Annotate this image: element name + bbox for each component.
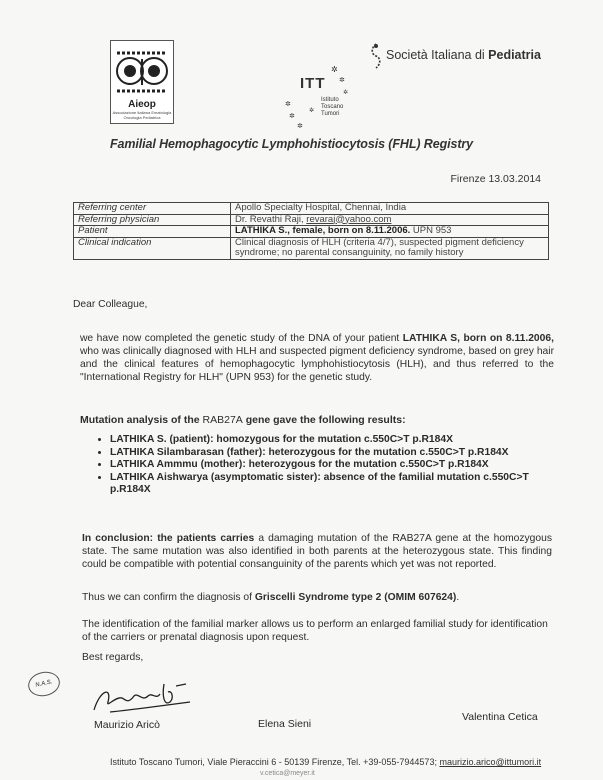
itt-sub-line: Istituto [321,97,339,103]
table-row [74,214,549,226]
signature-scribble-icon [90,676,200,716]
svg-text:✲: ✲ [297,122,303,130]
physician-name: Dr. Revathi Raji, [235,213,307,225]
physician-email-link[interactable]: revaraj@yahoo.com [306,213,392,225]
mutation-results-list [96,434,568,497]
footer-address-text: Istituto Toscano Tumori, Viale Pieraccini 6 - 50139 Firenze, Tel. +39-055-7944573; [110,757,440,767]
signatory-name: Elena Sieni [258,718,312,730]
footer-line2: v.cetica@meyer.it [260,770,315,777]
result-text: : absence of the familial mutation c.550C>T p.R184X [110,471,529,495]
svg-text:✲: ✲ [339,76,345,84]
letter-date: Firenze 13.03.2014 [450,173,541,185]
row-value [231,226,549,238]
confirm-text: Thus we can confirm the diagnosis of [82,592,255,603]
mutation-heading-a: Mutation analysis of the [80,414,203,426]
table-row [74,226,549,238]
svg-text:✲: ✲ [309,107,315,114]
sip-name-normal: Società Italiana di [386,48,489,62]
intro-text-rest: who was clinically diagnosed with HLH and suspected pigment deficiency syndrome, based on grey hair and the clinical features of hemophagocytic lymphohistiocytosis (HLH), and thus referred to the "International Registry for HLH" (UPN 953) for the genetic study. [80,346,554,383]
table-row [74,203,549,215]
row-value: Apollo Specialty Hospital, Chennai, India [231,203,549,215]
row-label: Patient [74,226,231,238]
mutation-heading [80,414,406,427]
sip-name [386,48,541,62]
list-item [110,447,568,460]
itt-sub-line: Tumori [321,111,340,117]
diagnosis-confirmation [82,591,459,604]
referral-info-table [73,202,549,260]
aieop-logo [110,40,174,124]
row-value: Clinical diagnosis of HLH (criteria 4/7), suspected pigment deficiency syndrome; no parental consanguinity, no family history [231,237,549,259]
signatory-name: Valentina Cetica [462,711,538,723]
itt-sub-line: Toscano [321,104,344,110]
aieop-subtitle: Associazione Italiana Ematologia Oncologia Pediatrica [112,110,172,120]
patient-upn: UPN 953 [410,225,452,236]
result-text: : heterozygous for the mutation c.550C>T p.R184X [262,446,509,458]
aieop-label: Aieop [128,99,156,110]
footer-email-link[interactable]: maurizio.arico@ittumori.it [439,757,542,767]
confirm-end: . [456,592,460,603]
list-item [110,434,568,447]
signatory-name: Maurizio Aricò [94,719,160,731]
result-subject: LATHIKA Silambarasan (father) [110,446,263,458]
intro-paragraph [80,332,554,384]
sip-name-bold: Pediatria [488,48,541,62]
svg-text:✲: ✲ [285,100,291,108]
result-text: : heterozygous for the mutation c.550C>T p.R184X [242,459,489,470]
row-value [231,214,549,226]
row-label: Clinical indication [74,237,231,259]
identification-paragraph: The identification of the familial marker allows us to perform an enlarged familial study for identification of the carriers or prenatal diagnosis upon request. [82,619,548,643]
svg-text:✲: ✲ [331,65,338,74]
itt-label: ITT [300,75,326,92]
diagnosis-name: Griscelli Syndrome type 2 (OMIM 607624) [254,592,457,603]
result-subject: LATHIKA S. (patient) [110,434,211,445]
result-subject: LATHIKA Ammmu (mother) [110,459,243,470]
document-title: Familial Hemophagocytic Lymphohistiocytosis (FHL) Registry [110,137,474,151]
svg-text:✲: ✲ [289,112,295,120]
row-label: Referring center [74,203,231,215]
stamp: N.A.S. [26,669,62,699]
salutation: Dear Colleague, [73,299,148,310]
list-item [110,472,568,497]
svg-text:✲: ✲ [343,89,349,96]
aieop-logo-icon [111,41,173,103]
sip-figure-icon [368,42,384,70]
result-text: : homozygous for the mutation c.550C>T p.R184X [210,434,453,445]
result-subject: LATHIKA Aishwarya (asymptomatic sister) [110,471,318,483]
conclusion-bold: In conclusion: the patients carries [82,533,255,544]
intro-text: we have now completed the genetic study of the DNA of your patient [80,333,403,344]
patient-name: LATHIKA S., female, born on 8.11.2006. [235,225,411,236]
table-row [74,237,549,259]
itt-subtitle [321,97,343,118]
intro-patient-bold: LATHIKA S, born on 8.11.2006, [402,333,554,344]
mutation-gene: RAB27A [202,414,243,426]
row-label: Referring physician [74,214,231,226]
footer-address [110,757,541,767]
conclusion-text: a damaging mutation of the RAB27A gene at the homozygous state. The same mutation was also identified in both parents at the heterozygous state. This finding could be compatible with potential consanguinity of the parents which yet was not reported. [82,533,553,570]
closing: Best regards, [82,652,144,663]
conclusion-paragraph [82,532,552,571]
list-item [110,459,568,472]
mutation-heading-c: gene gave the following results: [242,414,406,426]
